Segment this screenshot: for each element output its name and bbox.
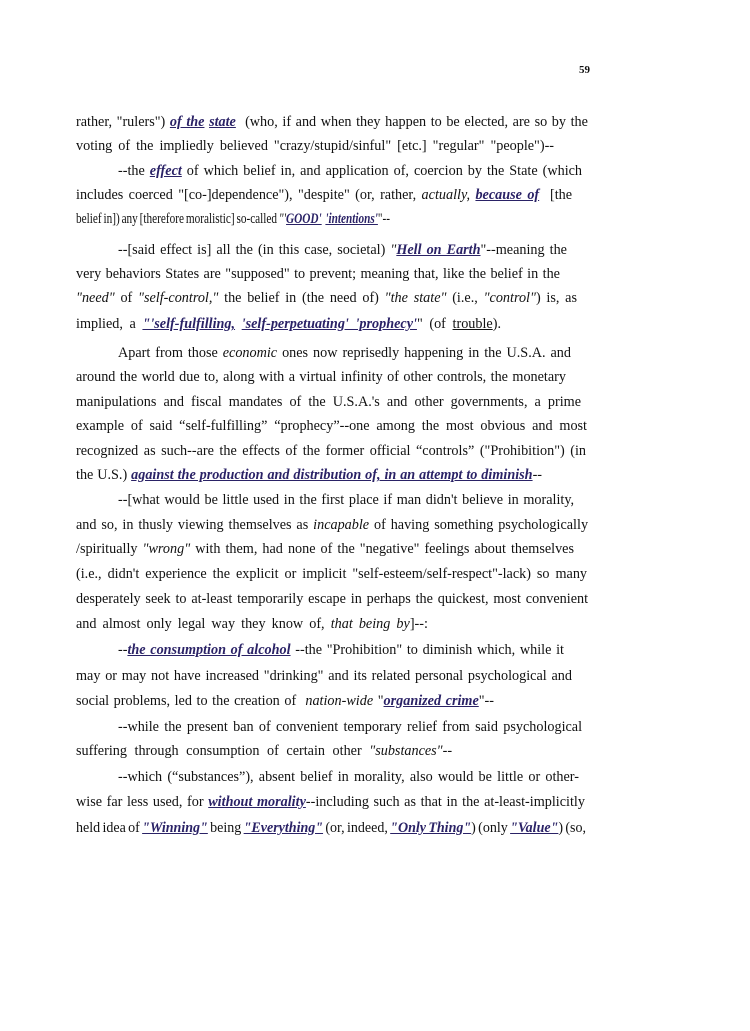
text-segment: the U.S.) bbox=[76, 467, 132, 483]
text-line bbox=[76, 564, 587, 584]
text-segment: --which (“substances”), absent belief in morality, also would be little or other- bbox=[118, 769, 579, 785]
text-line bbox=[118, 767, 579, 787]
emphasized-phrase: "Only Thing" bbox=[390, 820, 472, 836]
text-segment: belief in]) any [therefore moralistic] so-called bbox=[76, 211, 279, 227]
text-segment: that being by bbox=[330, 616, 410, 632]
text-segment: "-- bbox=[377, 211, 390, 227]
text-segment: and almost only legal way they know of, bbox=[76, 616, 331, 632]
emphasized-phrase: GOOD' bbox=[286, 211, 322, 227]
text-line bbox=[118, 640, 564, 660]
text-segment: " bbox=[373, 693, 384, 709]
text-line bbox=[76, 818, 586, 838]
emphasized-phrase: of the bbox=[169, 114, 205, 130]
text-segment: --while the present ban of convenient temporary relief from said psychological bbox=[118, 719, 583, 735]
text-line bbox=[76, 691, 494, 711]
text-segment: (i.e., didn't experience the explicit or implicit "self-esteem/self-respect"-lack) so many bbox=[76, 566, 588, 582]
text-segment: being bbox=[207, 820, 244, 836]
text-line bbox=[76, 288, 577, 308]
text-segment: ) (so, bbox=[558, 820, 587, 836]
text-segment: held idea of bbox=[76, 820, 143, 836]
emphasized-phrase: 'intentions' bbox=[325, 211, 378, 227]
text-segment: --[what would be little used in the first place if man didn't believe in morality, bbox=[118, 492, 575, 508]
text-segment: rather, "rulers") bbox=[76, 114, 170, 130]
text-line bbox=[76, 314, 501, 334]
text-segment: example of said “self-fulfilling” “prophecy”--one among the most obvious and most bbox=[76, 418, 588, 434]
text-segment: trouble bbox=[452, 316, 493, 332]
text-line bbox=[76, 112, 588, 132]
emphasized-phrase: state bbox=[209, 114, 236, 130]
text-segment: -- bbox=[442, 743, 453, 759]
text-segment: nation-wide bbox=[305, 693, 374, 709]
emphasized-phrase: "'self-fulfilling, bbox=[142, 316, 236, 332]
text-segment: manipulations and fiscal mandates of the U.S.A.'s and other governments, a prime bbox=[76, 394, 582, 410]
text-segment: "need" bbox=[76, 290, 115, 306]
text-segment: desperately seek to at-least temporarily escape in perhaps the quickest, most convenient bbox=[76, 591, 589, 607]
text-segment: of which belief in, and application of, coercion by the State (which bbox=[181, 163, 583, 179]
text-line bbox=[76, 792, 585, 812]
text-segment: ) (only bbox=[471, 820, 511, 836]
text-segment: voting of the impliedly believed "crazy/stupid/sinful" [etc.] "regular" "people")-- bbox=[76, 138, 555, 154]
text-segment: -- bbox=[118, 642, 128, 658]
text-segment: ones now reprisedly happening in the U.S.A. and bbox=[277, 345, 571, 361]
text-segment: "control" bbox=[483, 290, 536, 306]
text-line bbox=[76, 539, 574, 559]
text-segment bbox=[235, 316, 242, 332]
text-line bbox=[76, 392, 581, 412]
emphasized-phrase: the consumption of alcohol bbox=[127, 642, 291, 658]
text-segment: may or may not have increased "drinking" and its related personal psychological and bbox=[76, 668, 572, 684]
text-line bbox=[76, 465, 542, 485]
emphasized-phrase: against the production and distribution of, in an attempt to diminish bbox=[131, 467, 533, 483]
text-segment: with them, had none of the "negative" feelings about themselves bbox=[190, 541, 575, 557]
text-line bbox=[76, 666, 572, 686]
text-segment: (or, indeed, bbox=[323, 820, 391, 836]
text-line bbox=[76, 515, 588, 535]
text-segment: "substances" bbox=[369, 743, 443, 759]
text-line bbox=[118, 717, 582, 737]
text-segment: ]--: bbox=[409, 616, 428, 632]
emphasized-phrase: "Everything" bbox=[243, 820, 324, 836]
text-segment: and so, in thusly viewing themselves as bbox=[76, 517, 314, 533]
text-line bbox=[118, 161, 582, 181]
text-line bbox=[118, 490, 574, 510]
text-segment: " (of bbox=[416, 316, 453, 332]
text-segment: --[said effect is] all the (in this case, societal) bbox=[118, 242, 391, 258]
text-segment: social problems, led to the creation of bbox=[76, 693, 306, 709]
text-segment: Apart from those bbox=[118, 345, 223, 361]
text-segment: ). bbox=[492, 316, 501, 332]
text-segment: (who, if and when they happen to be elected, are so by the bbox=[235, 114, 588, 130]
text-line bbox=[118, 240, 567, 260]
text-segment: -- bbox=[532, 467, 543, 483]
text-segment: of having something psychologically bbox=[369, 517, 589, 533]
page-number: 59 bbox=[579, 64, 590, 76]
text-segment: suffering through consumption of certain other bbox=[76, 743, 370, 759]
text-segment: --the bbox=[118, 163, 150, 179]
emphasized-phrase: without morality bbox=[208, 794, 306, 810]
text-line bbox=[76, 367, 566, 387]
text-line bbox=[76, 441, 586, 461]
text-segment: wise far less used, for bbox=[76, 794, 209, 810]
emphasized-phrase: effect bbox=[149, 163, 182, 179]
text-segment: incapable bbox=[313, 517, 370, 533]
text-segment: "-- bbox=[478, 693, 494, 709]
text-segment: includes coerced "[co-]dependence"), "despite" (or, rather, bbox=[76, 187, 422, 203]
text-line bbox=[76, 264, 560, 284]
text-segment: of bbox=[114, 290, 139, 306]
text-line bbox=[76, 589, 588, 609]
text-segment: --including such as that in the at-least-implicitly bbox=[305, 794, 585, 810]
text-segment: actually, bbox=[421, 187, 471, 203]
text-segment: /spiritually bbox=[76, 541, 143, 557]
text-segment: [the bbox=[539, 187, 573, 203]
text-segment: very behaviors States are "supposed" to prevent; meaning that, like the belief in the bbox=[76, 266, 560, 282]
text-line bbox=[76, 209, 390, 229]
text-segment: "' bbox=[278, 211, 287, 227]
emphasized-phrase: 'self-perpetuating' 'prophecy' bbox=[241, 316, 417, 332]
emphasized-phrase: organized crime bbox=[383, 693, 479, 709]
text-segment: --the "Prohibition" to diminish which, while it bbox=[290, 642, 564, 658]
text-segment: "the state" bbox=[384, 290, 447, 306]
text-line bbox=[118, 343, 571, 363]
text-line bbox=[76, 614, 428, 634]
text-segment: around the world due to, along with a virtual infinity of other controls, the monetary bbox=[76, 369, 566, 385]
emphasized-phrase: "Winning" bbox=[142, 820, 208, 836]
text-line bbox=[76, 741, 452, 761]
text-segment: ) is, as bbox=[535, 290, 577, 306]
text-segment: "self-control," bbox=[138, 290, 219, 306]
text-segment: implied, a bbox=[76, 316, 143, 332]
text-segment: (i.e., bbox=[446, 290, 484, 306]
text-segment: "wrong" bbox=[142, 541, 191, 557]
text-segment: recognized as such--are the effects of the former official “controls” ("Prohibition") (in bbox=[76, 443, 587, 459]
text-line bbox=[76, 416, 587, 436]
text-line bbox=[76, 136, 554, 156]
text-segment: " bbox=[390, 242, 397, 258]
text-segment: economic bbox=[222, 345, 278, 361]
text-line bbox=[76, 185, 572, 205]
emphasized-phrase: Hell on Earth bbox=[396, 242, 481, 258]
emphasized-phrase: because of bbox=[475, 187, 540, 203]
emphasized-phrase: "Value" bbox=[510, 820, 559, 836]
text-segment: "--meaning the bbox=[480, 242, 567, 258]
text-segment: the belief in (the need of) bbox=[218, 290, 385, 306]
